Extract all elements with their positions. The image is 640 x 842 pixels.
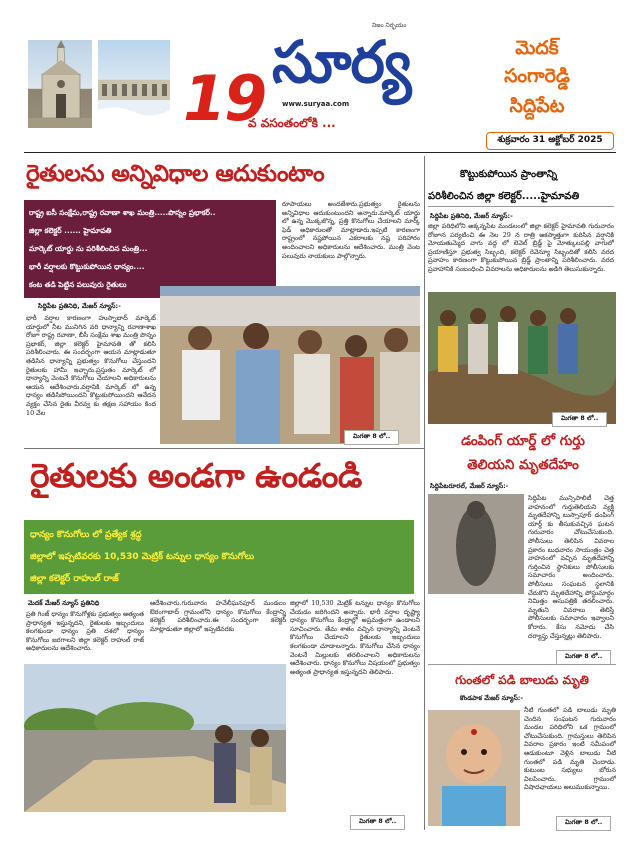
- anniversary-number: 19: [183, 62, 266, 135]
- story5-photo: [428, 710, 520, 826]
- story2-kicker: కొట్టుకుపోయిన ప్రాంతాన్ని: [460, 169, 558, 180]
- story2-continued: మిగతా 8 లో..: [552, 412, 607, 427]
- story1-photo: [160, 286, 420, 444]
- story5-body: నీటి గుంతలో పడి బాలుడు మృతి చెందిన సంఘటన గురువారం మండల పరిధిలోని ఒక గ్రామంలో చోటుచేసుకుంది. గ్రామస్తులు తెలిపిన వివరాల ప్రకారం ఇంటి సమీపంలో ఆడుకుంటూ వెళ్లిన బాలుడు నీటి గుంతలో పడి మృతి చెందాడు. కుటుంబ సభ్యులు బోరున విలపించారు. గ్రామంలో విషాదఛాయలు అలుముకున్నాయి.: [524, 706, 616, 792]
- edition-siddipet: సిద్దిపేట: [509, 95, 565, 117]
- story4-headline-line1: డంపింగ్ యార్డ్ లో గుర్తు: [461, 433, 585, 449]
- story4-byline: సిద్దిపేటరూరల్, మేజర్ న్యూస్:-: [430, 482, 509, 490]
- story1-highlight-5: కంట తడి పెట్టిన పలువురు రైతులు: [29, 280, 127, 289]
- story5-headline: గుంతలో పడి బాలుడు మృతి: [455, 673, 589, 687]
- story3-photo: [24, 664, 286, 812]
- story3-headline: రైతులకు అండగా ఉండండి: [30, 456, 362, 495]
- story2-rule: [428, 206, 614, 207]
- story2-photo: [428, 292, 616, 424]
- story1-body-left: భారీ వర్షాల కారణంగా హుస్నాబాద్ మార్కెట్ యార్డులో నీట మునిగిన వరి ధాన్యాన్ని రవాణాశాఖ రోజూ రాష్ట్ర రవాణా, బీసీ సంక్షేమ శాఖ మంత్రి పొన్నం ప్రభాకర్, జిల్లా కలెక్టర్ హైమావతి తో కలిసి పరిశీలించారు. ఈ సందర్భంగా ఆయన మాట్లాడుతూ తడిసిన ధాన్యాన్ని ప్రభుత్వం కొనుగోలు చేస్తుందని రైతులకు హామీ ఇచ్చారు.ప్రస్తుతం మార్కెట్ లో ధాన్యాన్ని వెంటనే కొనుగోలు చేయాలని అధికారులను ఆయన ఆదేశించారు.వర్షానికి మార్కెట్ లో ఉన్న ధాన్యం తడిసిపోయిందని కొట్టుకుపోయిందని ఆవేదన వ్యక్తం చేసిన రైతు వీరవ్వ కు తక్షణ సహాయం కింద 10 వేల: [26, 314, 156, 417]
- edition-medak: మెదక్: [515, 37, 559, 59]
- story5-byline: కొండపాక మేజర్ న్యూస్:-: [460, 694, 524, 702]
- story1-highlight-2: జిల్లా కలెక్టర్ ...... హైమావతి: [29, 226, 112, 235]
- logo-text: సూర్య: [272, 28, 411, 96]
- story3-highlight-1: ధాన్యం కొనుగోలు లో ప్రత్యేక శ్రద్ధ: [30, 530, 142, 540]
- story4-body: సిద్దిపేట మున్సిపాలిటీ చెత్త వాహనంలో గుర్తుతెలియని వ్యక్తి మృతదేహాన్ని బుస్సాపూర్ డంపింగ్ యార్డ్ కు తీసుకువచ్చిన ఘటన గురువారం చోటుచేసుకుంది. పోలీసులు తెలిపిన వివరాల ప్రకారం బుధవారం సాయంత్రం చెత్త వాహనంలో వచ్చిన మృతదేహాన్ని గుర్తించిన స్థానికులు పోలీసులకు సమాచారం అందించారు. పోలీసులు సంఘటన స్థలానికి చేరుకొని మృతదేహాన్ని పోస్టుమార్టం నిమిత్తం ఆసుపత్రికి తరలించారు. మృతుని వివరాలు తెలిస్తే పోలీసులకు సమాచారం ఇవ్వాలని కోరారు. కేసు నమోదు చేసి దర్యాప్తు చేస్తున్నట్లు తెలిపారు.: [528, 494, 614, 640]
- story1-body-right: రూపాయలు అందజేశారు.ప్రభుత్వం రైతులను అన్నివిధాల ఆదుకుంటుందని అన్నారు.మార్కెట్ యార్డు లో ఉన్న మొక్కజొన్న, ప్రత్తి కొనుగోలు చేయాలని మార్క్ ఫెడ్ అధికారులతో మాట్లాడారు.ఇప్పటి కారణంగా రాష్ట్రంలో నష్టపోయిన ఎకరాలకు నష్ట పరిహారం అందించాలని అధికారులను ఆదేశించారు. మంత్రి వెంట పలువురు నాయకులు పాల్గొన్నారు.: [282, 200, 420, 260]
- anniversary-text: వ వసంతంలోకి ...: [248, 116, 336, 130]
- dam-photo: [98, 40, 170, 128]
- story2-headline: పరిశీలించిన జిల్లా కలెక్టర్.....హైమావతి: [428, 191, 580, 202]
- column-divider-top: [424, 156, 425, 452]
- story1-highlights-box: [24, 200, 276, 298]
- church-photo: [28, 40, 92, 128]
- story2-byline: సిద్దిపేట ప్రతినిధి, మేజర్ న్యూస్:-: [430, 212, 513, 220]
- story5-continued: మిగతా 8 లో..: [556, 816, 611, 831]
- story1-headline: రైతులను అన్నివిధాల ఆదుకుంటాం: [26, 161, 325, 187]
- logo-website: www.suryaa.com: [282, 100, 350, 108]
- story1-continued: మిగతా 8 లో..: [344, 430, 399, 445]
- story3-col1: ప్రతి గింజ్ ధాన్యం కొనుగోళ్లకు ప్రభుత్వం అత్యంత ప్రాధాన్యత ఇస్తున్నదని, రైతులకు ఇబ్బందులు కలగకుండా ధాన్యం ప్రతి దశలో ధాన్యం కొనుగోలు జరగాలని జిల్లా కలెక్టర్ రాహుల్ రాజ్ అధికారులను ఆదేశించారు.: [26, 610, 144, 653]
- issue-date: శుక్రవారం 31 అక్టోబర్ 2025: [486, 132, 614, 150]
- story1-highlight-3: మార్కెట్ యార్డు ను పరిశీలించిన మంత్రి...: [29, 244, 148, 253]
- newspaper-logo: [262, 22, 447, 108]
- story3-highlight-2: జిల్లాలో ఇప్పటివరకు 10,530 మెట్రిక్ టన్నుల ధాన్యం కొనుగోలు: [30, 552, 255, 562]
- column-divider-bottom: [424, 452, 425, 830]
- masthead-divider: [24, 152, 616, 153]
- story3-continued: మిగతా 8 లో..: [350, 815, 405, 830]
- story1-highlight-1: రాష్ట్ర ఐసీ సంక్షేమ,రాష్ట్ర రవాణా శాఖ మంత్రి.....పొన్నం ప్రభాకర్..: [29, 208, 216, 217]
- story1-byline: సిద్దిపేట ప్రతినిధి, మేజర్ న్యూస్:-: [38, 302, 121, 310]
- story3-col3: జిల్లాలో 10,530 మెట్రిక్ టన్నుల ధాన్యం కొనుగోలు చేయడం జరిగిందని అన్నారు. భారీ వర్షాల దృష్ట్యా ధాన్యం కొనుగోలు కేంద్రాల్లో అప్రమత్తంగా ఉండాలని సూచించారు. తేమ శాతం వచ్చిన ధాన్యాన్ని వెంటనే కొనుగోలు చేయాలని రైతులకు ఇబ్బందులు కలగకుండా చూడాలన్నారు. కొనుగోలు చేసిన ధాన్యం వెంటనే మిల్లులకు తరలించాలని అధికారులను ఆదేశించారు. ధాన్యం కొనుగోలు విషయంలో ప్రభుత్వం అత్యంత ప్రాధాన్యత ఇస్తున్నదని తెలిపారు.: [290, 599, 420, 676]
- story5-top-rule: [428, 664, 616, 665]
- story3-col2: ఆదేశించారు.గురువారం హవేలీఘనపూర్ మండలం ఔరంగాబాద్ గ్రామంలోని ధాన్యం కొనుగోలు కేంద్రాన్ని కలెక్టర్ పరిశీలించారు.ఈ సందర్భంగా కలెక్టర్ మాట్లాడుతూ జిల్లాలో ఇప్పటివరకు: [150, 599, 286, 633]
- edition-sangareddy: సంగారెడ్డి: [504, 65, 570, 87]
- story3-highlights-box: [24, 520, 414, 594]
- story1-highlight-4: భారీ వర్షాలకు కొట్టుకుపోయిన ధాన్యం....: [29, 262, 145, 271]
- story2-body: జిల్లా పరిధిలోని అక్కన్నపేట మండలంలో జిల్లా కలెక్టర్ హైమావతి గురువారం రోజూన పర్యటించి ఈ నెల 29 న రాత్రి అకస్మాత్తుగా కురిసిన వర్షానికి మోయతుమ్మెద వాగు వద్ద లో లెవెల్ బ్రిడ్జ్ పై మోత్కులపల్లి వాగులో ప్రయాణిస్తూ ప్రభుత్వ సిబ్బంది, కలెక్టర్ రెవెన్యూ సిబ్బందితో కలిసి వరద ప్రవాహం కారణంగా కొట్టుకుపోయిన బ్రిడ్జ్ ప్రాంతాన్ని పరిశీలించారు. వరద ప్రవాహానికి సంబంధించి వివరాలను అధికారులను అడిగి తెలుసుకున్నారు.: [428, 222, 614, 273]
- story3-byline: మెదక్ మేజర్ న్యూస్ ప్రతినిధి: [28, 599, 100, 607]
- story3-highlight-3: జిల్లా కలెక్టర్ రాహుల్ రాజ్: [30, 574, 119, 584]
- section-divider: [24, 448, 424, 449]
- story4-headline-line2: తెలియని మృతదేహం: [467, 457, 579, 473]
- logo-tagline: నిజం నిర్భయం: [372, 22, 407, 29]
- story4-continued: మిగతా 8 లో..: [556, 650, 611, 665]
